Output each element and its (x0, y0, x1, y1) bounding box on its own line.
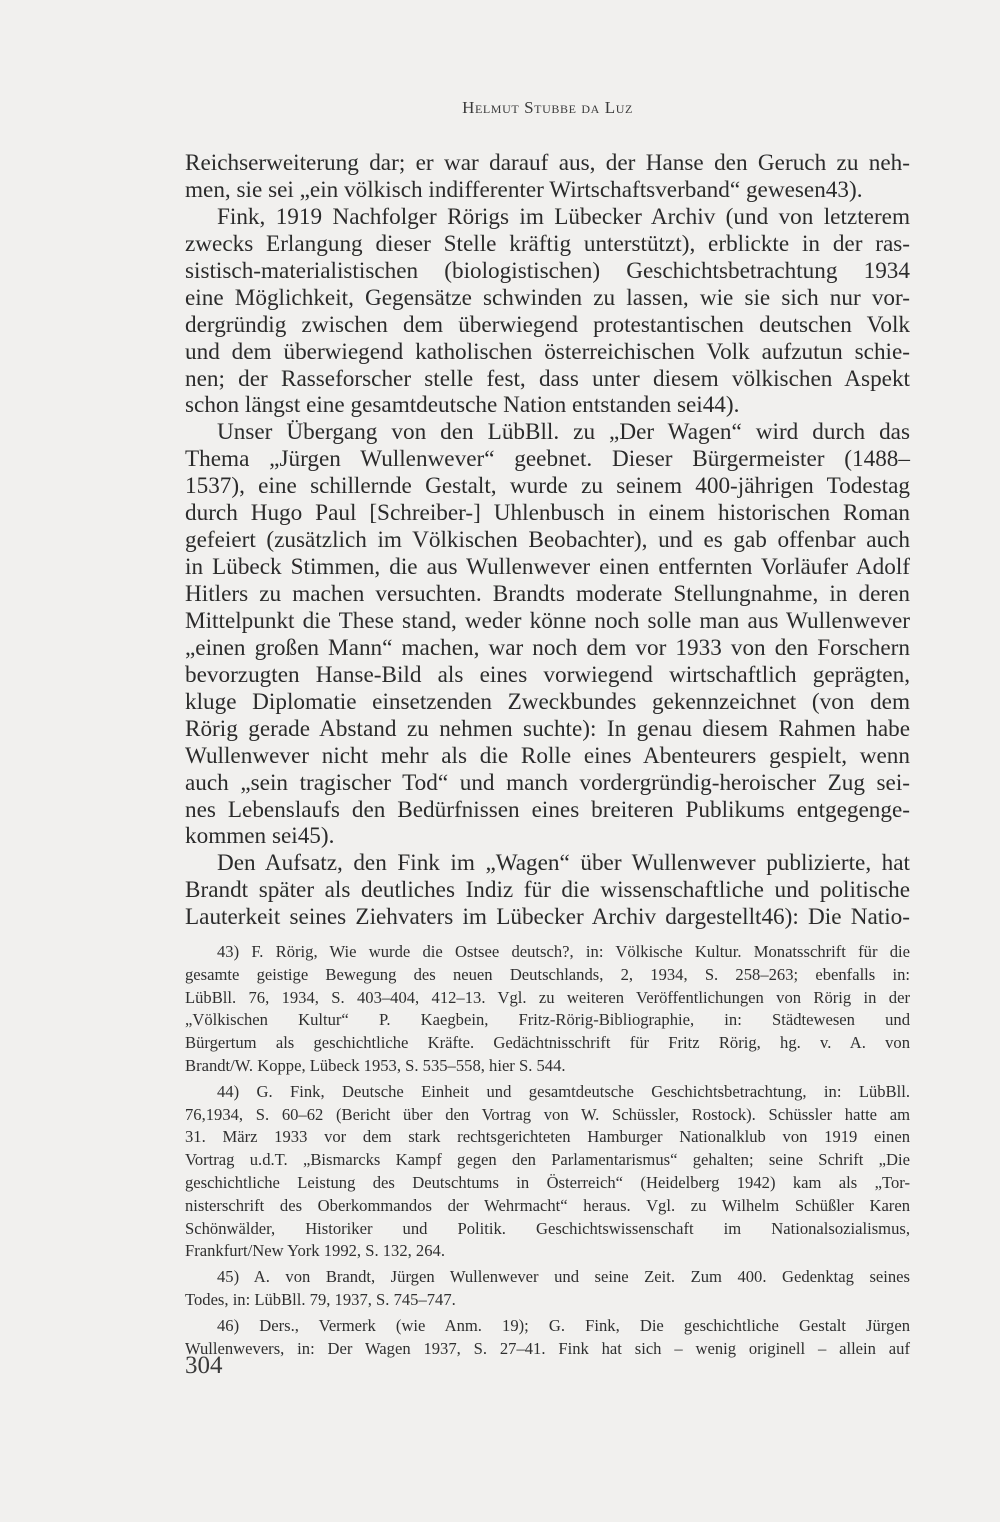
text-line: Lauterkeit seines Ziehvaters im Lübecker Archiv dargestellt46): Die Natio- (185, 904, 910, 931)
text-line: „einen großen Mann“ machen, war noch dem vor 1933 von den Forschern (185, 634, 910, 661)
footnote-line: Brandt/W. Koppe, Lübeck 1953, S. 535–558, hier S. 544. (185, 1055, 566, 1075)
footnote-line: Schönwälder, Historiker und Politik. Geschichtswissenschaft im Nationalsozialismus, (185, 1218, 910, 1238)
footnote-line: „Völkischen Kultur“ P. Kaegbein, Fritz-Rörig-Bibliographie, in: Städtewesen und (185, 1010, 910, 1030)
text-line: und dem überwiegend katholischen österreichischen Volk aufzutun schie- (185, 338, 910, 365)
text-line: schon längst eine gesamtdeutsche Nation entstanden sei44). (185, 392, 740, 419)
text-line: Unser Übergang von den LübBll. zu „Der Wagen“ wird durch das (217, 419, 910, 446)
text-line: gefeiert (zusätzlich im Völkischen Beobachter), und es gab offenbar auch (185, 527, 910, 554)
footnote-line: 45) A. von Brandt, Jürgen Wullenwever und seine Zeit. Zum 400. Gedenktag seines (217, 1267, 910, 1287)
main-text (185, 150, 910, 931)
text-line: 1537), eine schillernde Gestalt, wurde zu seinem 400-jährigen Todestag (185, 473, 910, 500)
text-line: zwecks Erlangung dieser Stelle kräftig unterstützt), erblickte in der ras- (185, 230, 910, 257)
text-line: durch Hugo Paul [Schreiber-] Uhlenbusch in einem historischen Roman (185, 500, 910, 527)
footnote-line: 31. März 1933 vor dem stark rechtsgerichteten Hamburger Nationalklub von 1919 einen (185, 1127, 910, 1147)
footnote-line: 76,1934, S. 60–62 (Bericht über den Vortrag von W. Schüssler, Rostock). Schüssler hatte am (185, 1104, 910, 1124)
footnote-line: Bürgertum als geschichtliche Kräfte. Gedächtnisschrift für Fritz Rörig, hg. v. A. von (185, 1033, 910, 1053)
text-line: Reichserweiterung dar; er war darauf aus, der Hanse den Geruch zu neh- (185, 150, 910, 176)
text-line: sistisch-materialistischen (biologistischen) Geschichtsbetrachtung 1934 (185, 257, 910, 284)
text-line: auch „sein tragischer Tod“ und manch vordergründig-heroischer Zug sei- (185, 769, 910, 796)
text-line: Mittelpunkt die These stand, weder könne noch solle man aus Wullenwever (185, 607, 910, 634)
text-line: Hitlers zu machen versuchten. Brandts moderate Stellungnahme, in deren (185, 581, 910, 607)
text-line: nen; der Rasseforscher stelle fest, dass unter diesem völkischen Aspekt (185, 365, 910, 392)
running-head-text: Helmut Stubbe da Luz (462, 98, 633, 117)
text-line: nes Lebenslaufs den Bedürfnissen eines breiteren Publikums entgegenge- (185, 796, 910, 823)
footnote-line: 46) Ders., Vermerk (wie Anm. 19); G. Fink, Die geschichtliche Gestalt Jürgen (217, 1315, 910, 1335)
footnote-line: gesamte geistige Bewegung des neuen Deutschlands, 2, 1934, S. 258–263; ebenfalls in: (185, 964, 910, 984)
text-line: eine Möglichkeit, Gegensätze schwinden zu lassen, wie sie sich nur vor- (185, 284, 910, 311)
footnote-line: Wullenwevers, in: Der Wagen 1937, S. 27–41. Fink hat sich – wenig originell – allein auf (185, 1338, 910, 1358)
footnote-line: Vortrag u.d.T. „Bismarcks Kampf gegen den Parlamentarismus“ gehalten; seine Schrift „Die (185, 1150, 910, 1170)
text-line: in Lübeck Stimmen, die aus Wullenwever einen entfernten Vorläufer Adolf (185, 554, 910, 581)
text-line: Fink, 1919 Nachfolger Rörigs im Lübecker Archiv (und von letzterem (217, 203, 910, 230)
text-line: Rörig gerade Abstand zu nehmen suchte): In genau diesem Rahmen habe (185, 715, 910, 742)
footnote-line: Frankfurt/New York 1992, S. 132, 264. (185, 1241, 445, 1261)
page-number: 304 (185, 1352, 223, 1379)
running-head (185, 98, 910, 118)
text-line: men, sie sei „ein völkisch indifferenter Wirtschaftsverband“ gewesen43). (185, 176, 863, 203)
text-line: Brandt später als deutliches Indiz für die wissenschaftliche und politische (185, 877, 910, 904)
footnote-line: 44) G. Fink, Deutsche Einheit und gesamtdeutsche Geschichtsbetrachtung, in: LübBll. (217, 1081, 910, 1101)
text-line: kommen sei45). (185, 823, 335, 850)
footnote-line: nisterschrift des Oberkommandos der Wehrmacht“ heraus. Vgl. zu Wilhelm Schüßler Karen (185, 1195, 910, 1215)
footnotes (185, 941, 910, 1360)
footnote-line: Todes, in: LübBll. 79, 1937, S. 745–747. (185, 1289, 456, 1309)
footnote-line: LübBll. 76, 1934, S. 403–404, 412–13. Vgl. zu weiteren Veröffentlichungen von Rörig in der (185, 987, 910, 1007)
text-line: Thema „Jürgen Wullenwever“ geebnet. Dieser Bürgermeister (1488– (185, 446, 910, 473)
text-line: bevorzugten Hanse-Bild als eines vorwiegend wirtschaftlich geprägten, (185, 661, 910, 688)
text-line: Den Aufsatz, den Fink im „Wagen“ über Wullenwever publizierte, hat (217, 850, 910, 877)
text-line: dergründig zwischen dem überwiegend protestantischen deutschen Volk (185, 311, 910, 338)
footnote-line: geschichtliche Leistung des Deutschtums in Österreich“ (Heidelberg 1942) kam als „Tor- (185, 1172, 910, 1192)
footnote-line: 43) F. Rörig, Wie wurde die Ostsee deutsch?, in: Völkische Kultur. Monatsschrift für die (217, 942, 910, 961)
text-line: kluge Diplomatie einsetzenden Zweckbundes gekennzeichnet (von dem (185, 688, 910, 715)
text-line: Wullenwever nicht mehr als die Rolle eines Abenteurers gespielt, wenn (185, 742, 910, 769)
